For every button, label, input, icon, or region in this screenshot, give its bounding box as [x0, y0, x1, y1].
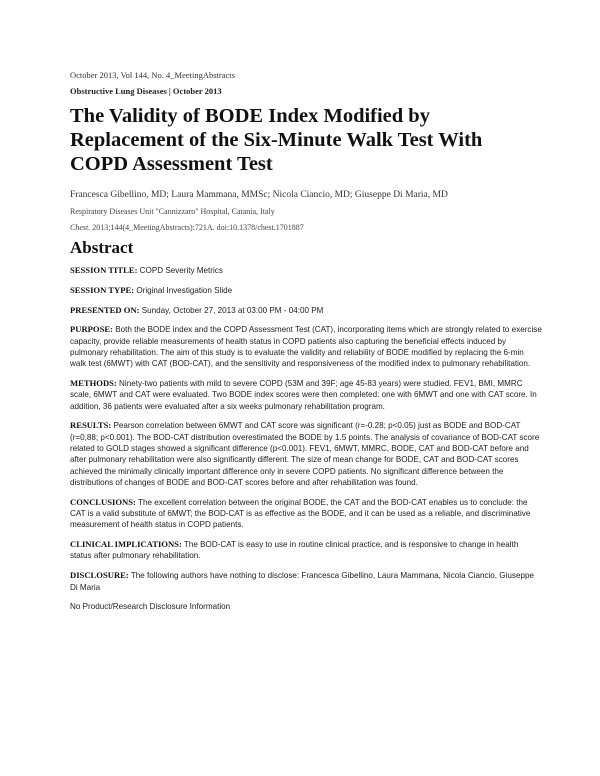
citation-journal: Chest. — [70, 223, 91, 232]
section-label: SESSION TITLE: — [70, 265, 138, 275]
article-title: The Validity of BODE Index Modified by Replacement of the Six-Minute Walk Test With COPD Assessment Test — [70, 105, 483, 175]
section-label: PURPOSE: — [70, 324, 113, 335]
section-label: CONCLUSIONS: — [70, 496, 136, 507]
abstract-session-type — [70, 285, 542, 296]
section-text: Original Investigation Slide — [134, 285, 233, 295]
section-label: METHODS: — [70, 378, 117, 389]
section-line: Obstructive Lung Diseases | October 2013 — [70, 86, 222, 96]
issue-line: October 2013, Vol 144, No. 4_MeetingAbstracts — [70, 70, 235, 80]
section-text: Sunday, October 27, 2013 at 03:00 PM - 04:00 PM — [139, 305, 324, 315]
section-text: Both the BODE index and the COPD Assessment Test (CAT), incorporating items which are strongly related to exercise capacity, provide reliable measurements of health status in COPD patients also capturing the beneficial effects induced by pulmonary rehabilitation. The aim of this study is to evaluate the validity and reliability of BODE modified by replacing the 6-min walk test (6MWT) with CAT (BOD-CAT), and the sensitivity and responsiveness of the modified index to pulmonary rehabilitation. — [70, 325, 542, 369]
section-label: CLINICAL IMPLICATIONS: — [70, 539, 182, 550]
abstract-presented-on — [70, 305, 542, 316]
section-label: SESSION TYPE: — [70, 284, 135, 295]
section-text: The BOD-CAT is easy to use in routine clinical practice, and is responsive to change in health status after pulmonary rehabilitation. — [70, 540, 519, 561]
section-text: Pearson correlation between 6MWT and CAT score was significant (r=-0.28; p<0.05) just as BODE and BOD-CAT (r=0,88; p<0.001). The BOD-CAT distribution overestimated the BODE by 1.5 points. The analysis of covariance of BOD-CAT score related to GOLD stages showed a significant difference (p<0.001). FEV1, 6MWT, MMRC, BODE, CAT and BOD-CAT before and after pulmonary rehabilitation were also significantly different. The size of mean change for BODE, CAT and BOD-CAT scores achieved the minimally clinically important difference only in severe COPD patients. No significant difference between the distributions of changes of BODE and BOD-CAT scores before and after rehabilitation was found. — [70, 421, 540, 487]
abstract-methods — [70, 378, 542, 412]
citation-details: 2013;144(4_MeetingAbstracts):721A. doi:10.1378/chest.1701887 — [90, 223, 304, 232]
abstract-results — [70, 420, 542, 488]
abstract-session-title — [70, 265, 542, 276]
affiliation: Respiratory Diseases Unit "Cannizzaro" Hospital, Catania, Italy — [70, 207, 275, 216]
abstract-body — [70, 265, 542, 621]
abstract-disclosure — [70, 570, 542, 593]
section-label: RESULTS: — [70, 420, 112, 431]
abstract-purpose — [70, 324, 542, 369]
section-text: Ninety-two patients with mild to severe COPD (53M and 39F; age 45-83 years) were studied. FEV1, BMI, MMRC scale, 6MWT and CAT were evaluated. Two BODE index scores were then completed: one with 6MWT and one with CAT score. In addition, 36 patients were evaluated after a six weeks pulmonary rehabilitation program. — [70, 379, 537, 411]
abstract-conclusions — [70, 497, 542, 531]
disclosure-note: No Product/Research Disclosure Information — [70, 602, 231, 612]
abstract-clinical-implications — [70, 539, 542, 562]
author-list: Francesca Gibellino, MD; Laura Mammana, MMSc; Nicola Ciancio, MD; Giuseppe Di Maria, MD — [70, 190, 448, 200]
section-text: The following authors have nothing to disclose: Francesca Gibellino, Laura Mammana, Nicola Ciancio, Giuseppe Di Maria — [70, 571, 534, 592]
section-text: The excellent correlation between the original BODE, the CAT and the BOD-CAT enables us to conclude: the CAT is a valid substitute of 6MWT; the BOD-CAT is as effective as the BODE, and it can be used as a reliable, and discriminative measurement of health status in COPD patients. — [70, 497, 531, 530]
abstract-heading: Abstract — [70, 238, 134, 257]
section-label: DISCLOSURE: — [70, 570, 129, 581]
section-text: COPD Severity Metrics — [137, 266, 223, 275]
citation — [70, 223, 304, 232]
section-label: PRESENTED ON: — [70, 304, 140, 315]
